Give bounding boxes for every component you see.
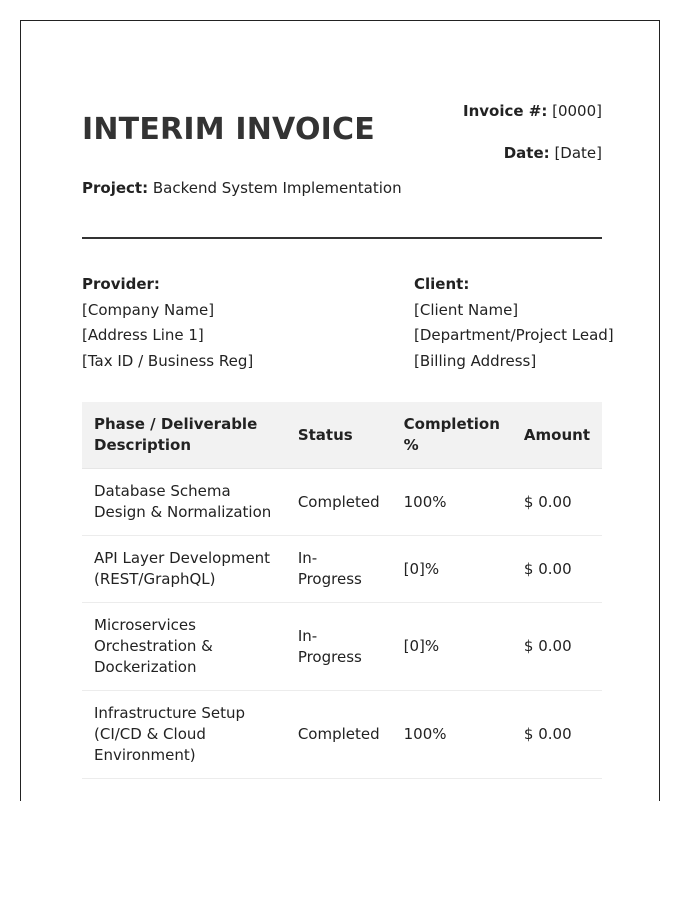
row-description: Microservices Orchestration & Dockerization	[82, 603, 286, 691]
header-divider	[82, 237, 602, 239]
header-description: Phase / Deliverable Description	[82, 402, 286, 469]
provider-tax-id: [Tax ID / Business Reg]	[82, 351, 254, 370]
row-completion: 100%	[392, 469, 512, 536]
row-completion: [0]%	[392, 603, 512, 691]
invoice-page	[20, 20, 660, 801]
provider-company-name: [Company Name]	[82, 300, 215, 319]
invoice-date-line	[463, 143, 602, 164]
row-amount: $ 0.00	[512, 536, 602, 603]
header-status: Status	[286, 402, 392, 469]
invoice-number-label: Invoice #:	[462, 102, 548, 120]
row-description: Infrastructure Setup (CI/CD & Cloud Environment)	[82, 691, 286, 779]
row-status: Completed	[286, 691, 392, 779]
row-description: Database Schema Design & Normalization	[82, 469, 286, 536]
row-status: Completed	[286, 469, 392, 536]
project-value: Backend System Implementation	[152, 179, 402, 197]
row-completion: [0]%	[392, 536, 512, 603]
header-amount: Amount	[512, 402, 602, 469]
provider-block	[82, 272, 253, 374]
client-department: [Department/Project Lead]	[414, 326, 614, 344]
invoice-date-value: [Date]	[554, 144, 602, 162]
client-name: [Client Name]	[414, 300, 519, 319]
provider-heading: Provider:	[82, 275, 160, 293]
invoice-number-value: [0000]	[552, 102, 602, 120]
table-row	[82, 691, 602, 779]
invoice-title: INTERIM INVOICE	[82, 112, 375, 147]
row-status: In-Progress	[286, 536, 392, 603]
table-row	[82, 469, 602, 536]
invoice-number-line	[463, 101, 602, 122]
project-label: Project:	[82, 179, 149, 197]
provider-address: [Address Line 1]	[82, 326, 204, 344]
table-row	[82, 536, 602, 603]
deliverables-table	[82, 402, 602, 779]
table-row	[82, 603, 602, 691]
client-block	[414, 272, 614, 374]
row-amount: $ 0.00	[512, 469, 602, 536]
row-description: API Layer Development (REST/GraphQL)	[82, 536, 286, 603]
row-amount: $ 0.00	[512, 603, 602, 691]
row-amount: $ 0.00	[512, 691, 602, 779]
row-status: In-Progress	[286, 603, 392, 691]
client-billing-address: [Billing Address]	[414, 351, 537, 370]
row-completion: 100%	[392, 691, 512, 779]
invoice-meta	[463, 101, 602, 164]
client-heading: Client:	[414, 275, 470, 293]
table-header-row	[82, 402, 602, 469]
header-completion: Completion %	[392, 402, 512, 469]
project-line	[82, 179, 402, 197]
invoice-date-label: Date:	[503, 144, 550, 162]
